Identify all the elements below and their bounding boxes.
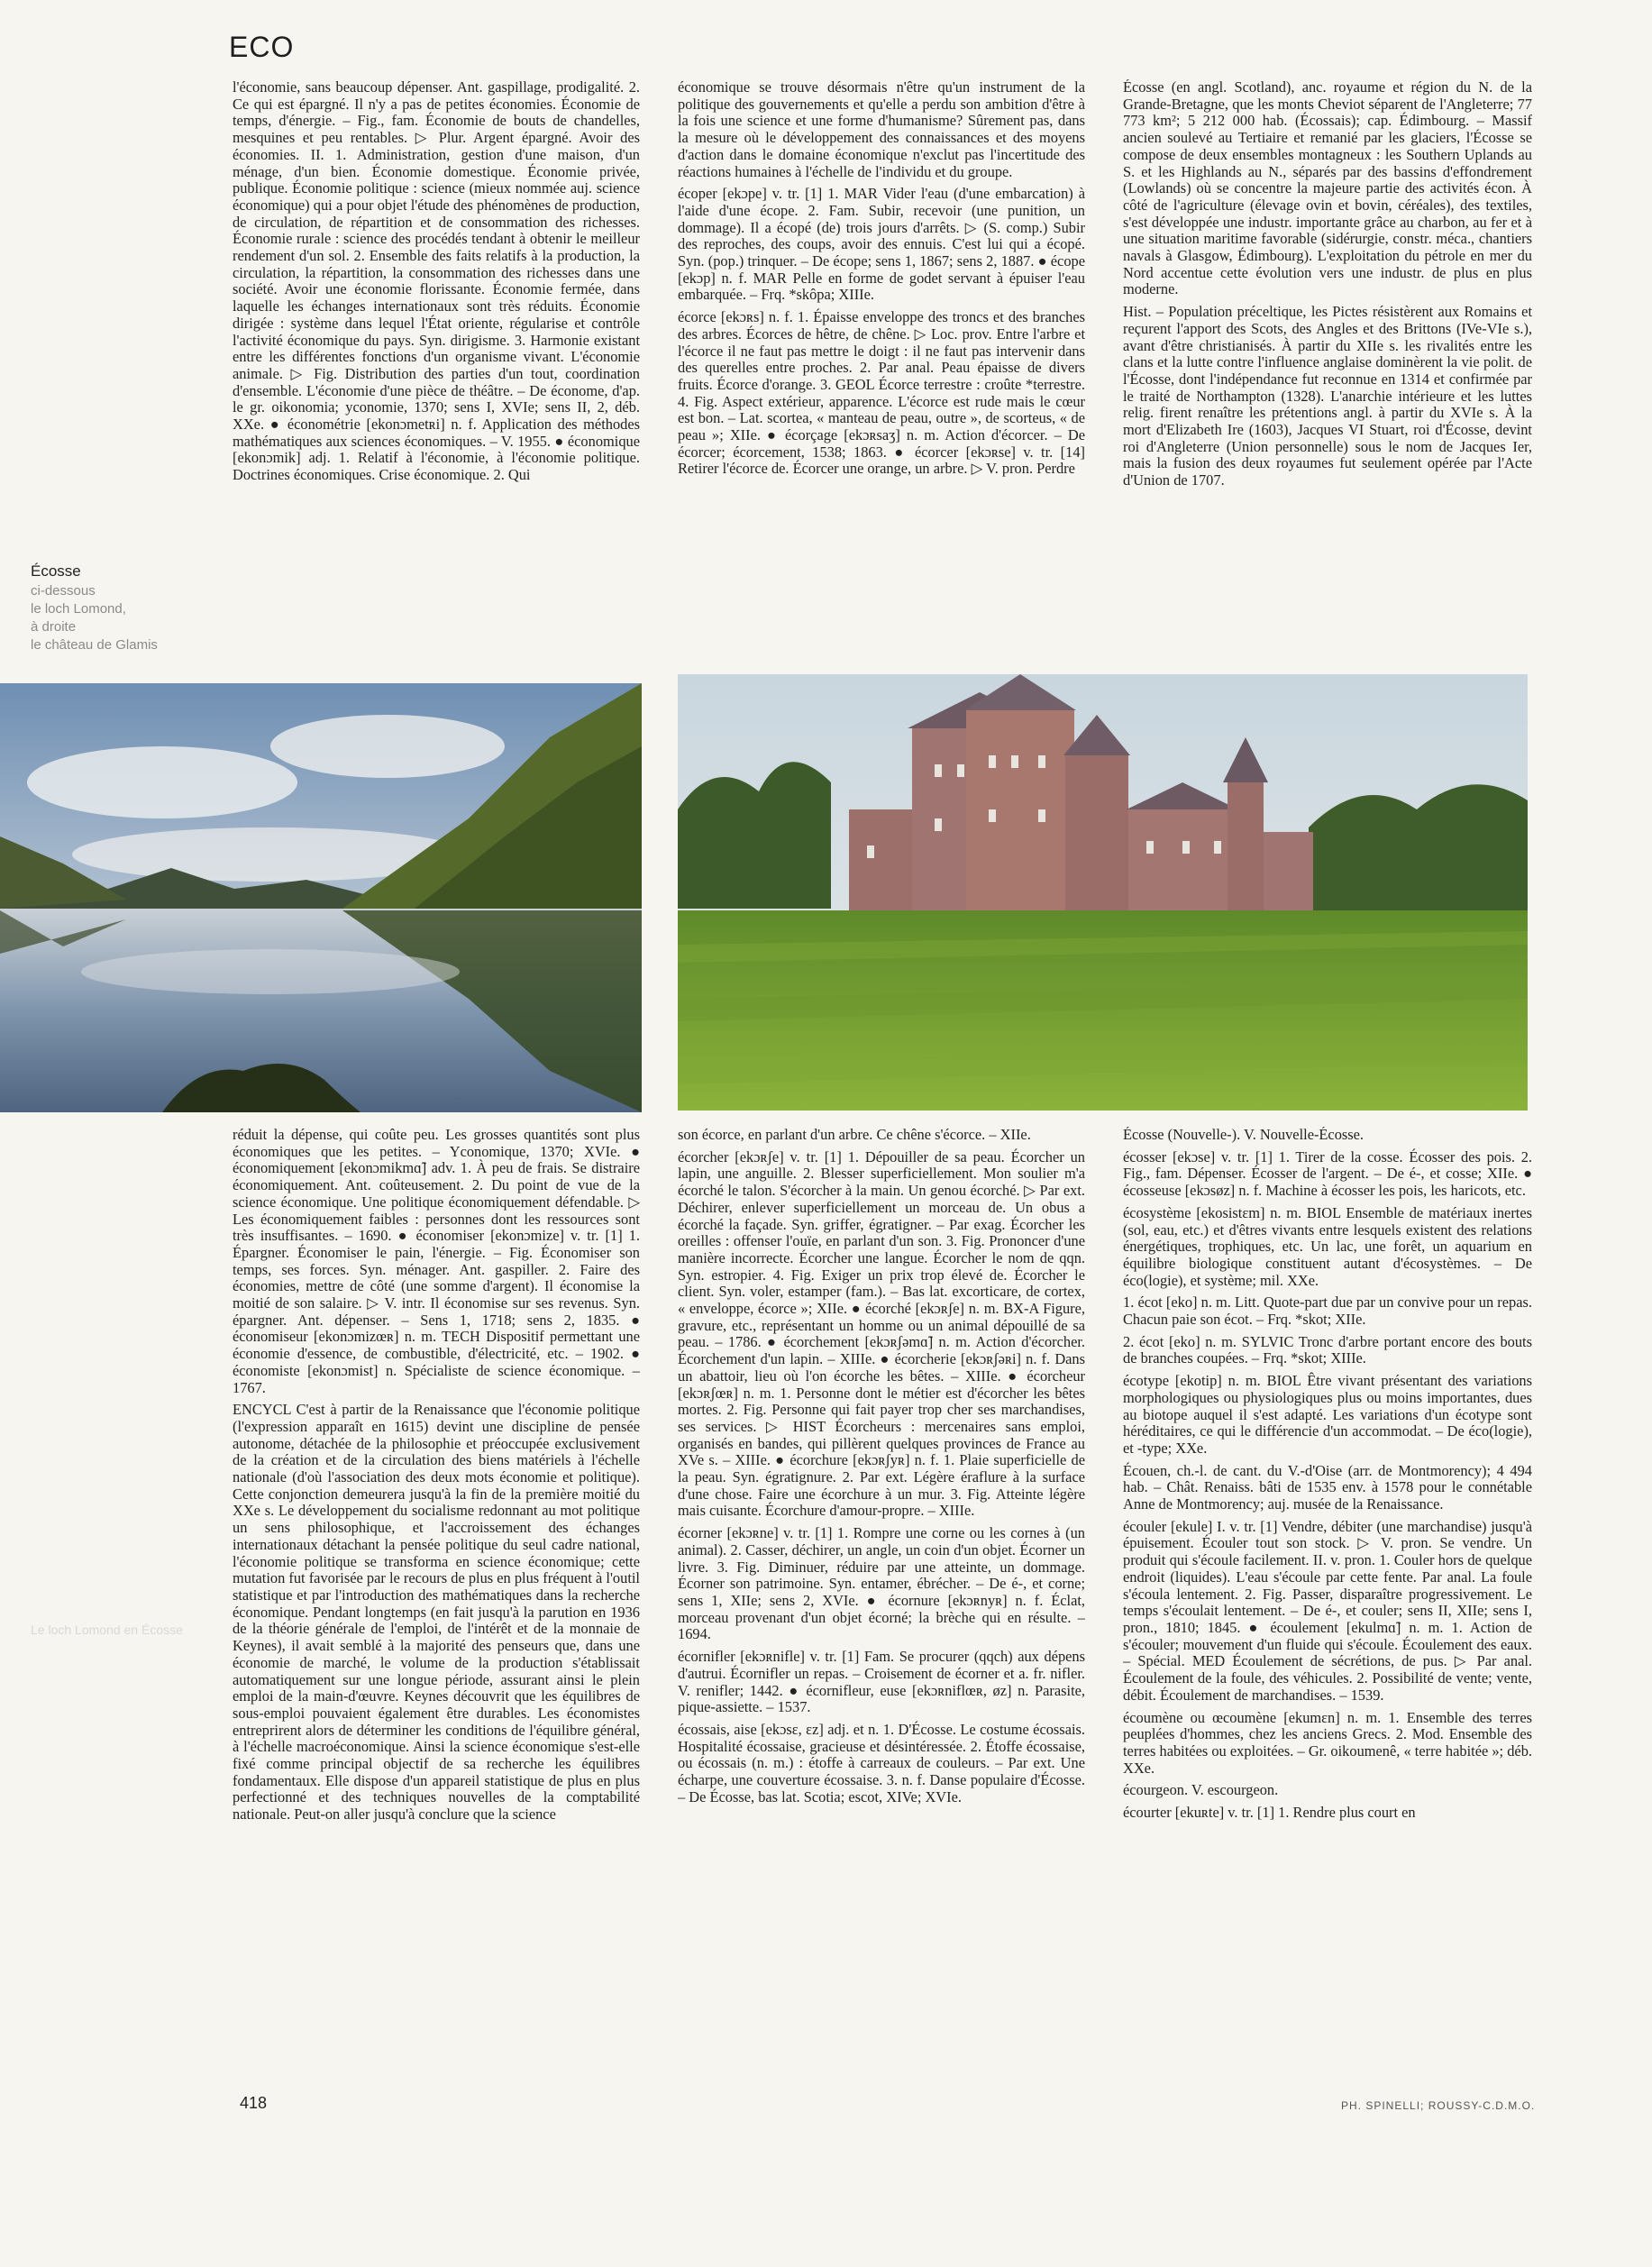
caption-line: le château de Glamis [31,637,158,653]
loch-lomond-image [0,683,642,1112]
entry-ecorcher: écorcher [ekɔʀʃe] v. tr. [1] 1. Dépouiller de sa peau. Écorcher un lapin, une anguille. 2. Blesser superficiellement. Mon soulier m'a écorché le talon. S'écorcher à la main. Un genou écorché. ▷ Par ext. Déchirer, enlever superficiellement un morceau de. Un obus a écorché la façade. Syn. griffer, égratigner. – Par exag. Écorcher les oreilles : offenser l'ouïe, en parlant d'un son. 3. Fig. Prononcer d'une manière incorrecte. Écorcher une langue. Écorcher le nom de qqn. Syn. estropier. 4. Fig. Exiger un prix trop élevé de. Écorcher le client. Syn. voler, estamper (fam.). – Bas lat. excorticare, de cortex, « enveloppe, écorce »; XIIe. ● écorché [ekɔʀʃe] n. m. BX-A Figure, gravure, etc., représentant un homme ou un animal dépouillé de sa peau. – 1786. ● écorchement [ekɔʀʃəmɑ̃] n. m. Action d'écorcher. Écorchement d'un lapin. – XIIIe. ● écorcherie [ekɔʀʃəʀi] n. f. Dans un abattoir, lieu où l'on écorche les bêtes. – XIIIe. ● écorcheur [ekɔʀʃœʀ] n. m. 1. Personne dont le métier est d'écorcher les bêtes mortes. 2. Fig. Personne qui fait payer trop cher ses marchandises, ses services. ▷ HIST Écorcheurs : mercenaires sans emploi, organisés en bandes, qui pillèrent quelques provinces de France au XVe s. – XIIIe. ● écorchure [ekɔʀʃyʀ] n. f. 1. Plaie superficielle de la peau. Syn. égratignure. 2. Par ext. Légère éraflure à la surface d'une chose. Faire une écorchure à un mur. 3. Fig. Atteinte légère mais cuisante. Écorchure d'amour-propre. – XIIIe. [678,1147,1085,1520]
entry-ecotype: écotype [ekotip] n. m. BIOL Être vivant présentant des variations morphologiques ou physiologiques plus ou moins importantes, dues au biotope auquel il s'est adapté. Les variations d'un écotype sont héréditaires, ce qui le différencie d'un accommodat. – De éco(logie), et -type; XXe. [1123,1372,1532,1457]
entry-ecoumene: écoumène ou œcoumène [ekumɛn] n. m. 1. Ensemble des terres peuplées d'hommes, chez les anciens Grecs. 2. Mod. Ensemble des terres habitées ou exploitées. – Gr. oikoumenê, « terre habitée »; déb. XXe. [1123,1708,1532,1777]
faint-bleed-through-note: Le loch Lomond en Écosse [31,1623,183,1637]
glamis-castle-image [678,674,1528,1111]
entry-ecossais: écossais, aise [ekɔsɛ, ɛz] adj. et n. 1. D'Écosse. Le costume écossais. Hospitalité écossaise, gracieuse et désintéressée. 2. Étoffe écossaise, ou écossais (n. m.) : étoffe à carreaux de couleurs. – Par ext. Une écharpe, une couverture écossaise. 3. n. f. Danse populaire d'Écosse. – De Écosse, bas lat. Scotia; escot, XIVe; XVIe. [678,1720,1085,1805]
page-number: 418 [240,2094,268,2112]
running-head: ECO [229,31,295,63]
entry-ecot-1: 1. écot [eko] n. m. Litt. Quote-part due par un convive pour un repas. Chacun paie son écot. – Frq. *skot; XIIe. [1123,1293,1532,1329]
glamis-castle-photo [678,674,1528,1111]
column-bottom-middle [678,1127,1085,2118]
paragraph: économique se trouve désormais n'être qu'un instrument de la politique des gouvernements et qu'elle a perdu son ambition d'être à la fois une science et une forme d'humanisme? Sûrement pas, dans la mesure où le développement des connaissances et des moyens d'action dans le domaine économique n'exclut pas l'incertitude des réactions humaines à l'échelle de l'individu et du groupe. [678,79,1085,180]
caption-line: ci-dessous [31,583,96,599]
entry-ecosse: Écosse (en angl. Scotland), anc. royaume et région du N. de la Grande-Bretagne, que les monts Cheviot séparent de l'Angleterre; 77 773 km²; 5 212 000 hab. (Écossais); cap. Édimbourg. – Massif ancien soulevé au Tertiaire et remanié par les glaciers, l'Écosse se compose de deux ensembles montagneux : les Southern Uplands au S. et les Highlands au N., séparés par des bassins d'effondrement (Lowlands) où se concentre la majeure partie des activités écon. À côté de l'agriculture (élevage ovin et bovin, céréales), des textiles, s'est développée une industr. importante grâce au charbon, au fer et à une situation maritime favorable (sidérurgie, constr. méca., chantiers navals à Glasgow, Édimbourg). L'exploitation du pétrole en mer du Nord accentue cette évolution vers une industr. de plus en plus moderne. [1123,79,1532,298]
paragraph: réduit la dépense, qui coûte peu. Les grosses quantités sont plus économiques que les petites. – Yconomique, 1370; XVIe. ● économiquement [ekonɔmikmɑ̃] adv. 1. À peu de frais. Se distraire économiquement. Ant. coûteusement. 2. Du point de vue de la science économique. Une politique économiquement défendable. ▷ Les économiquement faibles : personnes dont les ressources sont très insuffisantes. – 1690. ● économiser [ekonɔmize] v. tr. [1] 1. Épargner. Économiser le pain, l'énergie. – Fig. Économiser son temps, ses forces. Syn. ménager. Ant. gaspiller. 2. Faire des économies, mettre de côté (une somme d'argent). Il économise la moitié de son salaire. ▷ V. intr. Il économise sur ses revenus. Syn. épargner. Ant. dépenser. – Sens 1, 1718; sens 2, 1835. ● économiseur [ekonɔmizœʀ] n. m. TECH Dispositif permettant une économie d'essence, de combustible, d'électricité, etc. – 1902. ● économiste [ekonɔmist] n. Spécialiste de science économique. – 1767. [233,1127,640,1396]
entry-ecorner: écorner [ekɔʀne] v. tr. [1] 1. Rompre une corne ou les cornes à (un animal). 2. Casser, déchirer, un angle, un coin d'un objet. Écorner un livre. 3. Fig. Diminuer, réduire par une atteinte, un dommage. Écorner son patrimoine. Syn. entamer, ébrécher. – De é-, et corne; sens 1, XIIe; sens 2, XVIe. ● écornure [ekɔʀnyʀ] n. f. Éclat, morceau provenant d'un objet écorné; la brèche qui en résulte. – 1694. [678,1524,1085,1643]
column-top-middle [678,79,1085,658]
column-top-left [233,79,640,658]
caption-line: le loch Lomond, [31,601,126,617]
caption-title: Écosse [31,562,81,580]
entry-ecosser: écosser [ekɔse] v. tr. [1] 1. Tirer de la cosse. Écosser des pois. 2. Fig., fam. Dépenser. Écosser de l'argent. – De é-, et cosse; XIIe. ● écosseuse [ekɔsøz] n. f. Machine à écosser les pois, les haricots, etc. [1123,1147,1532,1200]
entry-ecornifler: écornifler [ekɔʀnifle] v. tr. [1] Fam. Se procurer (qqch) aux dépens d'autrui. Écornifler un repas. – Croisement de écorner et a. fr. nifler. V. renifler; 1442. ● écornifleur, euse [ekɔʀniflœʀ, øz] n. Parasite, pique-assiette. – 1537. [678,1648,1085,1716]
column-bottom-right [1123,1127,1532,2118]
column-bottom-left [233,1127,640,2118]
entry-ecouen: Écouen, ch.-l. de cant. du V.-d'Oise (arr. de Montmorency); 4 494 hab. – Chât. Renaiss. bâti de 1535 env. à 1578 pour le connétable Anne de Montmorency; auj. musée de la Renaissance. [1123,1461,1532,1513]
entry-ecouler: écouler [ekule] I. v. tr. [1] Vendre, débiter (une marchandise) jusqu'à épuisement. Écouler tout son stock. ▷ V. pron. Se vendre. Un produit qui s'écoule facilement. II. v. pron. 1. Couler hors de quelque endroit (liquides). L'eau s'écoule par cette fente. Par anal. La foule s'écoula lentement. 2. Fig. Passer, disparaître progressivement. Le temps s'écoulait lentement. – De é-, et couler; sens II, XIIe; sens I, pron., 1810; 1845. ● écoulement [ekulmɑ̃] n. m. 1. Action de s'écouler; mouvement d'un fluide qui s'écoule. Écoulement des eaux. – Spécial. MED Écoulement de sécrétions, de pus. ▷ Par anal. Écoulement de la foule, des véhicules. 2. Possibilité de vente; vente, débit. Écoulement de marchandises. – 1539. [1123,1517,1532,1704]
photo-credit: PH. SPINELLI; ROUSSY-C.D.M.O. [1341,2099,1536,2112]
caption-line: à droite [31,619,77,635]
column-top-right [1123,79,1532,658]
paragraph: l'économie, sans beaucoup dépenser. Ant. gaspillage, prodigalité. 2. Ce qui est épargné. Il n'y a pas de petites économies. Économie de temps, d'énergie. – Fig., fam. Économie de bouts de chandelles, mesquines et peu rentables. ▷ Plur. Argent épargné. Avoir des économies. II. 1. Administration, gestion d'une maison, d'un ménage, d'un bien. Économie domestique. Économie privée, publique. Économie politique : science (mieux nommée auj. science économique) qui a pour objet l'étude des phénomènes de production, de circulation, de répartition et de consommation des richesses. Économie rurale : science des procédés tendant à obtenir le meilleur rendement d'un sol. 2. Ensemble des faits relatifs à la production, la circulation, la répartition, la consommation des richesses dans une société. Avoir une économie florissante. Économie fermée, dans laquelle les échanges internationaux sont très réduits. Économie dirigée : système dans lequel l'État oriente, régularise et contrôle l'activité économique du pays. Syn. dirigisme. 3. Harmonie existant entre les différentes fonctions d'un organisme vivant. L'économie animale. ▷ Fig. Distribution des parties d'un tout, coordination d'ensemble. L'économie d'une pièce de théâtre. – De économe, d'ap. le gr. oikonomia; yconomie, 1370; sens I, XVIe; sens II, 2, déb. XXe. ● économétrie [ekonɔmetʀi] n. f. Application des méthodes mathématiques aux sciences économiques. – V. 1955. ● économique [ekonɔmik] adj. 1. Relatif à l'économie, à l'économie politique. Doctrines économiques. Crise économique. 2. Qui [233,79,640,484]
encyclopedic-note: ENCYCL C'est à partir de la Renaissance que l'économie politique (l'expression apparaît en 1615) devint une discipline de pensée autonome, détachée de la philosophie et préoccupée exclusivement de la création et de la circulation des biens matériels à l'échelle nationale (d'où l'association des deux mots économie et politique). Cette conjonction demeurera jusqu'à la fin de la première moitié du XXe s. Le développement du socialisme redonnant au mot politique un sens philosophique, et l'accroissement des échanges internationaux détachant la pensée politique du seul cadre national, l'économie politique se transforma en science économique; cette mutation fut favorisée par le recours de plus en plus fréquent à l'outil statistique et par l'introduction des mathématiques dans la recherche économique. Pendant longtemps (en fait jusqu'à la parution en 1936 de la théorie générale de l'emploi, de l'intérêt et de la monnaie de Keynes), il avait semblé à la majorité des penseurs que, dans une économie de marché, le volume de la production s'établissait automatiquement sur une longue période, assurant ainsi le plein emploi de la main-d'œuvre. Keynes découvrit que les équilibres de sous-emploi pouvaient également être durables. Les économistes entreprirent alors de déterminer les conditions de l'équilibre général, à l'échelle macroéconomique. Ainsi la science économique s'est-elle fixé comme principal objectif de sa recherche les équilibres fondamentaux. Elle dispose d'un appareil statistique de plus en plus perfectionné et des techniques nouvelles de la comptabilité nationale. Peut-on aller jusqu'à conclure que la science [233,1401,640,1824]
entry-ecourgeon: écourgeon. V. escourgeon. [1123,1781,1279,1799]
paragraph: son écorce, en parlant d'un arbre. Ce chêne s'écorce. – XIIe. [678,1127,1031,1143]
entry-ecourter: écourter [ekuʀte] v. tr. [1] 1. Rendre plus court en [1123,1804,1416,1822]
entry-ecoper: écoper [ekɔpe] v. tr. [1] 1. MAR Vider l'eau (d'une embarcation) à l'aide d'une écope. 2. Fam. Subir, recevoir (une punition, un dommage). Il a écopé (de) trois jours d'arrêts. ▷ (S. comp.) Subir des reproches, des coups, avoir des ennuis. C'est lui qui a écopé. Syn. (pop.) trinquer. – De écope; sens 1, 1867; sens 2, 1887. ● écope [ekɔp] n. f. MAR Pelle en forme de godet servant à épuiser l'eau embarquée. – Frq. *skôpa; XIIIe. [678,185,1085,304]
entry-ecosse-nouvelle: Écosse (Nouvelle-). V. Nouvelle-Écosse. [1123,1127,1364,1143]
loch-lomond-photo [0,683,642,1112]
photo-caption [31,562,211,654]
entry-ecot-2: 2. écot [eko] n. m. SYLVIC Tronc d'arbre portant encore des bouts de branches coupées. – Frq. *skot; XIIIe. [1123,1332,1532,1367]
entry-ecosysteme: écosystème [ekosistɛm] n. m. BIOL Ensemble de matériaux inertes (sol, eau, etc.) et d'êtres vivants entre lesquels existent des relations énergétiques, trophiques, etc. Un lac, une forêt, un aquarium en équilibre biologique constituent autant d'écosystèmes. – De éco(logie), et système; mil. XXe. [1123,1203,1532,1289]
entry-ecosse-hist: Hist. – Population préceltique, les Pictes résistèrent aux Romains et reçurent l'apport des Scots, des Angles et des Brittons (IVe-VIe s.), avant d'être christianisés. À partir du XIIe s. les rivalités entre les clans et la lutte contre l'influence anglaise dominèrent la vie polit. de l'Écosse, dont l'indépendance fut reconnue en 1314 et confirmée par le traité de Northampton (1328). L'anarchie intérieure et les luttes relig. firent renaître les prétentions angl. à partir du XVIe s. À la mort d'Elizabeth Ire (1603), Jacques VI Stuart, roi d'Écosse, devint roi d'Angleterre (Union personnelle) sous le nom de Jacques Ier, mais la fusion des deux royaumes fut seulement opérée par l'Acte d'Union de 1707. [1123,303,1532,489]
entry-ecorce: écorce [ekɔʀs] n. f. 1. Épaisse enveloppe des troncs et des branches des arbres. Écorces de hêtre, de chêne. ▷ Loc. prov. Entre l'arbre et l'écorce il ne faut pas mettre le doigt : il ne faut pas intervenir dans des querelles entre proches. 2. Par anal. Peau épaisse de divers fruits. Écorce d'orange. 3. GEOL Écorce terrestre : croûte *terrestre. 4. Fig. Aspect extérieur, apparence. L'écorce est rude mais le cœur est bon. – Lat. scortea, « manteau de peau, outre », de scorteus, « de peau »; XIIe. ● écorçage [ekɔʀsaʒ] n. m. Action d'écorcer. – De écorcer; écorcement, 1538; 1863. ● écorcer [ekɔʀse] v. tr. [14] Retirer l'écorce de. Écorcer une orange, un arbre. ▷ V. pron. Perdre [678,308,1085,478]
